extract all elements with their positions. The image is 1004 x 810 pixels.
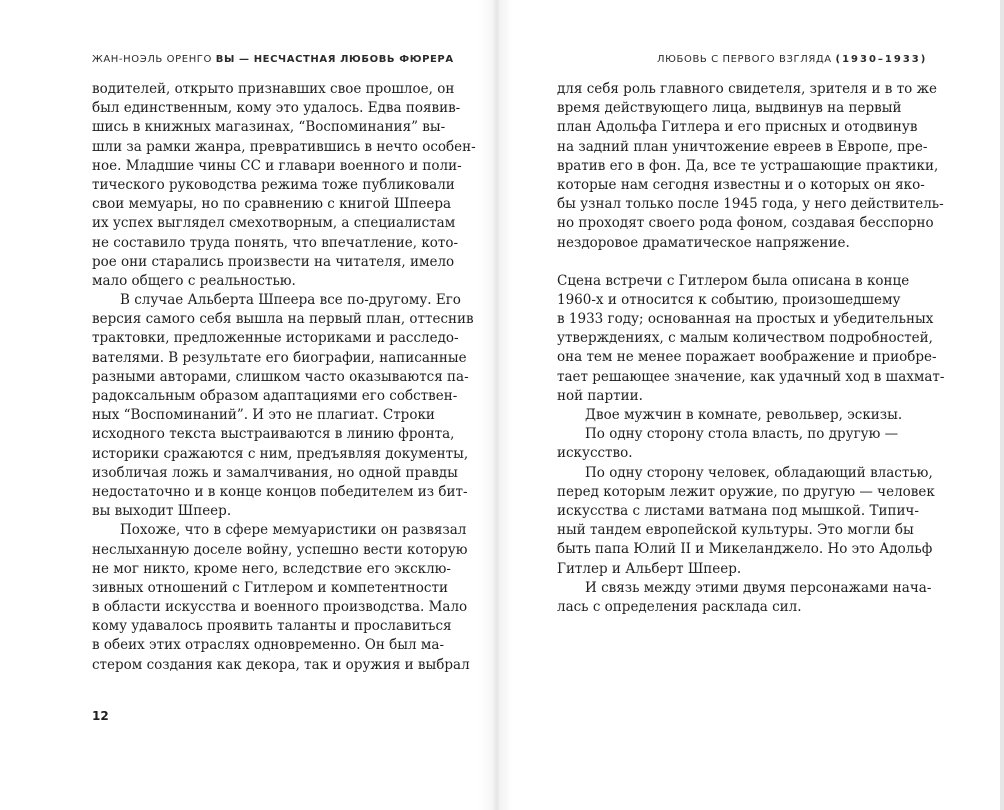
text-line: быть папа Юлий II и Микеланджело. Но это Адольф xyxy=(557,541,933,558)
text-line: для себя роль главного свидетеля, зрителя и в то же xyxy=(557,81,937,97)
text-line: искусство. xyxy=(557,445,633,462)
paragraph-start-line: По одну сторону человек, обладающий властью, xyxy=(585,464,933,481)
book-title: ВЫ — НЕСЧАСТНАЯ ЛЮБОВЬ ФЮРЕРА xyxy=(215,54,454,65)
page-number: 12 xyxy=(92,709,109,723)
text-line: тического руководства режима тоже публиковали xyxy=(92,176,455,193)
text-line: ный тандем европейской культуры. Это могли бы xyxy=(557,522,914,539)
text-line: разными авторами, слишком часто оказываются па- xyxy=(92,368,469,385)
text-line: шись в книжных магазинах, “Воспоминания” вы- xyxy=(92,119,446,136)
text-line: бы узнал только после 1945 года, у него действитель- xyxy=(557,196,944,213)
text-line: в 1933 году; основанная на простых и убедительных xyxy=(557,311,934,328)
text-line: план Адольфа Гитлера и его присных и отодвинув xyxy=(557,119,918,136)
author-name: ЖАН-НОЭЛЬ ОРЕНГО xyxy=(92,54,212,65)
text-line: неслыханную доселе войну, успешно вести которую xyxy=(92,541,468,558)
text-line: мало общего с реальностью. xyxy=(92,272,296,289)
paragraph-start-line: По одну сторону стола власть, по другую — xyxy=(585,426,899,443)
text-line: недостаточно и в конце концов победителем из бит- xyxy=(92,483,468,500)
text-line: нездоровое драматическое напряжение. xyxy=(557,234,850,251)
text-line: ной партии. xyxy=(557,387,643,404)
text-line: стером создания как декора, так и оружия и выбрал xyxy=(92,656,470,673)
right-body-text xyxy=(557,80,945,617)
text-line: рое они старались произвести на читателя, имело xyxy=(92,253,455,270)
text-line: их успех выглядел смехотворным, а специалистам xyxy=(92,215,456,232)
text-line: шли за рамки жанра, превратившись в нечто особен- xyxy=(92,138,476,155)
left-running-head xyxy=(92,54,454,65)
text-line: кому удавалось проявить таланты и прославиться xyxy=(92,618,452,635)
text-line: на задний план уничтожение евреев в Европе, пре- xyxy=(557,138,928,155)
text-line: 1960-х и относится к событию, произошедшему xyxy=(557,291,901,308)
text-line: она тем не менее поражает воображение и приобре- xyxy=(557,349,937,366)
paragraph-start-line: В случае Альберта Шпеера все по-другому. Его xyxy=(120,292,461,309)
paragraph-start-line: И связь между этими двумя персонажами нача- xyxy=(585,579,932,596)
text-line: зивных отношений с Гитлером и компетентности xyxy=(92,579,448,596)
text-line: лась с определения расклада сил. xyxy=(557,598,802,615)
text-line: в области искусства и военного производства. Мало xyxy=(92,599,468,616)
right-running-head xyxy=(657,54,927,65)
text-line: перед которым лежит оружие, по другую — человек xyxy=(557,483,935,500)
text-line: водителей, открыто признавших свое прошлое, он xyxy=(92,81,455,97)
text-line: историки сражаются с ним, предъявляя документы, xyxy=(92,445,469,462)
text-line: вателями. В результате его биографии, написанные xyxy=(92,349,467,366)
text-line: радоксальным образом адаптациями его собствен- xyxy=(92,388,458,404)
left-page xyxy=(0,0,497,810)
text-line: искусства с листами ватмана под мышкой. Типич- xyxy=(557,502,919,519)
right-page xyxy=(497,0,1004,810)
text-line: ных “Воспоминаний”. И это не плагиат. Строки xyxy=(92,407,435,424)
text-line: ное. Младшие чины СС и главари военного и поли- xyxy=(92,157,462,174)
paragraph-start-line: Двое мужчин в комнате, револьвер, эскизы. xyxy=(585,407,903,423)
text-line: время действующего лица, выдвинув на первый xyxy=(557,100,902,117)
text-line: свои мемуары, но по сравнению с книгой Шпеера xyxy=(92,196,452,213)
text-line: утверждениях, с малым количеством подробностей, xyxy=(557,330,933,347)
text-line: тает решающее значение, как удачный ход в шахмат- xyxy=(557,368,945,385)
text-line: но проходят своего рода фоном, создавая бесспорно xyxy=(557,215,934,232)
text-line: вы выходит Шпеер. xyxy=(92,503,232,520)
text-line: не составило труда понять, что впечатление, кото- xyxy=(92,234,459,251)
text-line: изобличая ложь и замалчивания, но одной правды xyxy=(92,464,458,481)
page-edge xyxy=(1000,0,1004,810)
text-line: Гитлер и Альберт Шпеер. xyxy=(557,560,742,577)
left-body-text xyxy=(92,80,476,675)
text-line: в обеих этих отраслях одновременно. Он был ма- xyxy=(92,637,445,654)
text-line: вратив его в фон. Да, все те устрашающие практики, xyxy=(557,157,939,174)
text-line: не мог никто, кроме него, вследствие его эксклю- xyxy=(92,560,451,577)
section-start-line: Сцена встречи с Гитлером была описана в конце xyxy=(557,272,910,289)
chapter-title: ЛЮБОВЬ С ПЕРВОГО ВЗГЛЯДА xyxy=(657,54,832,65)
paragraph-start-line: Похоже, что в сфере мемуаристики он развязал xyxy=(120,522,467,539)
chapter-years: (1930–1933) xyxy=(835,54,928,65)
text-line: которые нам сегодня известны и о которых он яко- xyxy=(557,176,925,193)
text-line: версия самого себя вышла на первый план, оттеснив xyxy=(92,311,474,328)
text-line: исходного текста выстраиваются в линию фронта, xyxy=(92,426,455,443)
text-line: трактовки, предложенные историками и расследо- xyxy=(92,330,459,347)
text-line: был единственным, кому это удалось. Едва появив- xyxy=(92,100,461,117)
